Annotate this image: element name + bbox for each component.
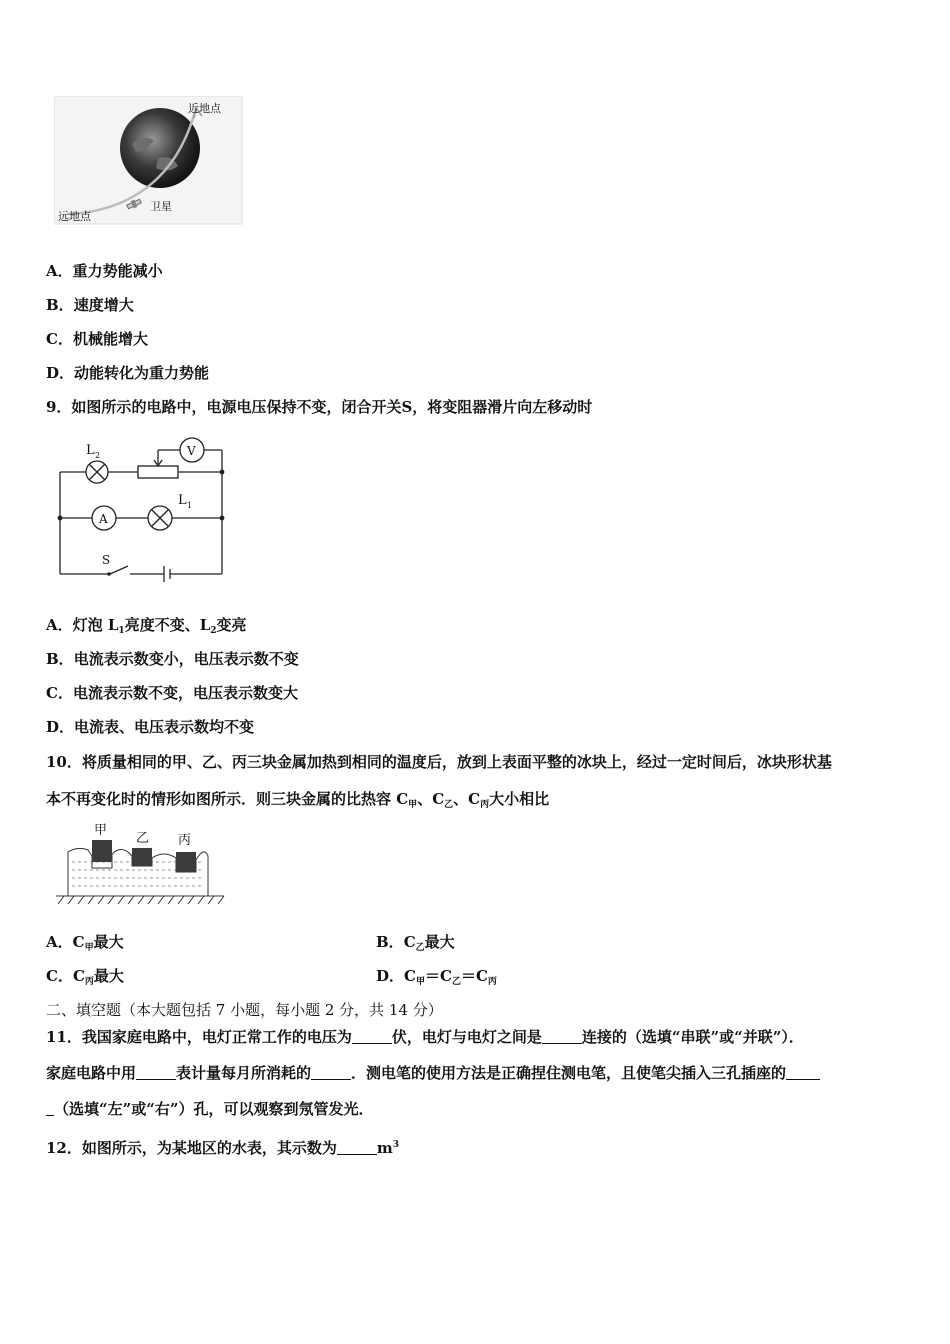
q8-option-b: B．速度增大 xyxy=(46,296,134,314)
blank-connection[interactable] xyxy=(542,1029,582,1044)
q8-option-a: A．重力势能减小 xyxy=(46,262,163,280)
fig-label-satellite: 卫星 xyxy=(150,200,172,213)
blank-voltage[interactable] xyxy=(352,1029,392,1044)
q9-option-d: D．电流表、电压表示数均不变 xyxy=(46,718,255,736)
label-l1: L xyxy=(178,493,187,508)
q11-line2: 家庭电路中用 表计量每月所消耗的 ．测电笔的使用方法是正确捏住测电笔，且使笔尖插入三孔插座的 xyxy=(46,1063,820,1083)
orbit-figure xyxy=(54,96,244,226)
metal-bing xyxy=(176,852,196,872)
fig-label-apogee: 远地点 xyxy=(58,210,91,223)
blank-quantity[interactable] xyxy=(311,1065,351,1080)
fig-label-jia: 甲 xyxy=(94,823,108,838)
q10-option-b: B．$C_乙$最大 xyxy=(376,933,455,953)
q9-stem: 9．如图所示的电路中，电源电压保持不变，闭合开关S，将变阻器滑片向左移动时 xyxy=(46,398,593,416)
q11-line3: （选填“左”或“右”）孔，可以观察到氖管发光． xyxy=(46,1099,374,1119)
q8-option-c: C．机械能增大 xyxy=(46,330,148,348)
q9-option-b: B．电流表示数变小，电压表示数不变 xyxy=(46,650,299,668)
blank-meter[interactable] xyxy=(136,1065,176,1080)
q10-stem-line1: 10．将质量相同的甲、乙、丙三块金属加热到相同的温度后，放到上表面平整的冰块上，经过一定时间后，冰块形状基 xyxy=(46,753,832,771)
label-l1-sub: 1 xyxy=(187,501,193,510)
q12-stem: 12．如图所示，为某地区的水表，其示数为 $m^3$ xyxy=(46,1139,400,1157)
q9-option-c: C．电流表示数不变，电压表示数变大 xyxy=(46,684,298,702)
label-s: S xyxy=(102,553,111,567)
blank-hole[interactable] xyxy=(786,1065,820,1080)
label-l2: L xyxy=(86,443,95,458)
metal-jia xyxy=(92,840,112,862)
fig-label-yi: 乙 xyxy=(136,831,150,846)
fig-label-bing: 丙 xyxy=(178,833,192,848)
metal-yi xyxy=(132,848,152,866)
q10-stem-line2: 本不再变化时的情形如图所示．则三块金属的比热容 $C_甲$、$C_乙$、$C_丙$大小相比 xyxy=(46,790,550,810)
q8-option-d: D．动能转化为重力势能 xyxy=(46,364,210,382)
q11-line1: 11．我国家庭电路中，电灯正常工作的电压为 伏，电灯与电灯之间是 连接的（选填“串联”或“并联”）． xyxy=(46,1028,804,1046)
ice-block-figure xyxy=(54,816,226,908)
q10-option-d: D．$C_甲=C_乙=C_丙$ xyxy=(376,967,497,987)
label-l2-sub: 2 xyxy=(95,451,101,460)
circuit-diagram xyxy=(52,432,232,582)
blank-water-reading[interactable] xyxy=(337,1140,377,1155)
label-v: V xyxy=(187,444,196,458)
fig-label-perigee: 近地点 xyxy=(188,102,221,115)
label-a: A xyxy=(99,512,108,526)
q10-option-a: A．$C_甲$最大 xyxy=(46,933,124,953)
section-2-title: 二、填空题（本大题包括 7 小题，每小题 2 分，共 14 分） xyxy=(46,1001,443,1019)
q9-option-a: A．灯泡 $L_1$亮度不变、$L_2$变亮 xyxy=(46,616,247,636)
q10-option-c: C．$C_丙$最大 xyxy=(46,967,124,987)
